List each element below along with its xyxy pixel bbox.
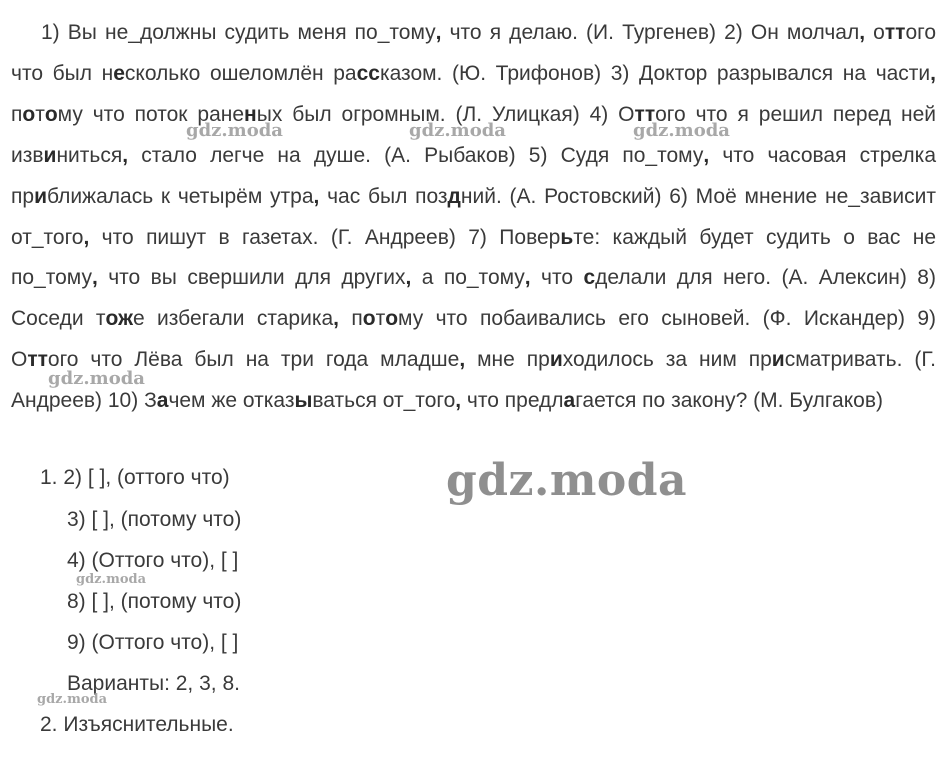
text-run: что я делаю. (И. Тургенев) 2) Он молчал [441, 21, 860, 44]
highlighted-run: о [362, 307, 376, 331]
text-run: чем же отказ [168, 389, 295, 413]
answer-line-8: 8) [ ], (потому что) [67, 590, 242, 613]
highlighted-run: , [859, 21, 866, 44]
text-run: т [35, 102, 45, 126]
highlighted-run: тт [884, 21, 906, 44]
highlighted-run: сс [356, 61, 380, 85]
highlighted-run: о [44, 102, 58, 126]
text-run: а по_тому [411, 266, 525, 290]
text-run: что пишут в газетах. (Г. Андреев) 7) Повер [89, 225, 561, 249]
highlighted-run: , [405, 266, 412, 290]
text-run: ого что я решил перед ней изв [11, 102, 936, 167]
text-run: ого что Лёва был на три года младше [47, 348, 460, 372]
text-run: му что побаивались его сыновей. (Ф. Искандер) 9) О [11, 307, 937, 372]
text-run: ваться от_того [312, 389, 456, 413]
watermark-logo: gdz.moda [37, 692, 108, 707]
text-run: п [339, 307, 363, 331]
text-run: п [11, 102, 23, 126]
highlighted-run: а [156, 389, 169, 413]
highlighted-run: с [583, 266, 596, 290]
highlighted-run: и [771, 348, 785, 372]
highlighted-run: , [524, 266, 531, 290]
variants-line: Варианты: 2, 3, 8. [67, 672, 240, 695]
text-run: сматривать. (Г. Андреев) 10) З [11, 348, 936, 413]
highlighted-run: тт [27, 348, 48, 372]
highlighted-run: , [333, 307, 340, 331]
text-run: гается по закону? (М. Булгаков) [575, 389, 883, 413]
highlighted-run: о [385, 307, 399, 331]
highlighted-run: , [455, 389, 462, 413]
answer-part-2: 2. Изъяснительные. [40, 713, 234, 736]
text-run: что [530, 266, 584, 290]
highlighted-run: , [83, 225, 90, 249]
text-run: сколько ошеломлён ра [124, 61, 357, 85]
text-run: что вы свершили для других [97, 266, 406, 290]
text-run: му что поток ране [57, 102, 245, 126]
highlighted-run: , [703, 143, 710, 167]
highlighted-run: ь [560, 225, 574, 249]
answer-line-1: 1. 2) [ ], (оттого что) [40, 466, 230, 489]
highlighted-run: , [930, 61, 937, 85]
text-run: что предл [461, 389, 564, 413]
highlighted-run: тт [634, 102, 656, 126]
watermark-logo: gdz.moda [409, 120, 506, 141]
text-run: ходилось за ним пр [562, 348, 772, 372]
highlighted-run: и [549, 348, 563, 372]
highlighted-run: ож [105, 307, 133, 331]
highlighted-run: , [313, 184, 320, 208]
text-run: е избегали старика [133, 307, 334, 331]
watermark-logo: gdz.moda [186, 120, 283, 141]
text-run: стало легче на душе. (А. Рыбаков) 5) Судя по_тому [128, 143, 704, 167]
watermark-logo: gdz.moda [76, 572, 147, 587]
watermark-logo-large: gdz.moda [446, 455, 688, 506]
text-run: казом. (Ю. Трифонов) 3) Доктор разрывался на части [379, 61, 931, 85]
highlighted-run: , [122, 143, 129, 167]
highlighted-run: о [22, 102, 36, 126]
highlighted-run: а [563, 389, 576, 413]
text-run: ближалась к четырём утра [46, 184, 314, 208]
answer-line-9: 9) (Оттого что), [ ] [67, 631, 239, 654]
highlighted-run: , [459, 348, 466, 372]
text-run: ниться [56, 143, 123, 167]
text-run: ого что был н [11, 21, 937, 85]
highlighted-run: и [43, 143, 57, 167]
highlighted-run: д [447, 184, 461, 208]
text-run: делали для него. (А. Алексин) 8) Соседи т [11, 266, 936, 331]
highlighted-run: ы [294, 389, 313, 413]
text-run: 1) Вы не_должны судить меня по_тому [41, 21, 436, 44]
watermark-logo: gdz.moda [633, 120, 730, 141]
text-run: мне пр [465, 348, 550, 372]
text-run: т [375, 307, 386, 331]
text-run: ых был огромным. (Л. Улицкая) 4) О [256, 102, 635, 126]
highlighted-run: , [435, 21, 442, 44]
exercise-text [11, 13, 936, 422]
text-run: час был поз [319, 184, 448, 208]
text-run: что часовая стрелка пр [11, 143, 936, 208]
highlighted-run: е [113, 61, 125, 85]
highlighted-run: н [244, 102, 257, 126]
highlighted-run: , [91, 266, 98, 290]
text-run: те: каждый будет судить о вас не по_тому [11, 225, 937, 290]
highlighted-run: и [34, 184, 47, 208]
answer-line-3: 3) [ ], (потому что) [67, 508, 242, 531]
answer-line-4: 4) (Оттого что), [ ] [67, 549, 239, 572]
text-run: о [865, 21, 885, 44]
text-run: ний. (А. Ростовский) 6) Моё мнение не_зависит от_того [11, 184, 936, 249]
watermark-logo: gdz.moda [48, 368, 145, 389]
